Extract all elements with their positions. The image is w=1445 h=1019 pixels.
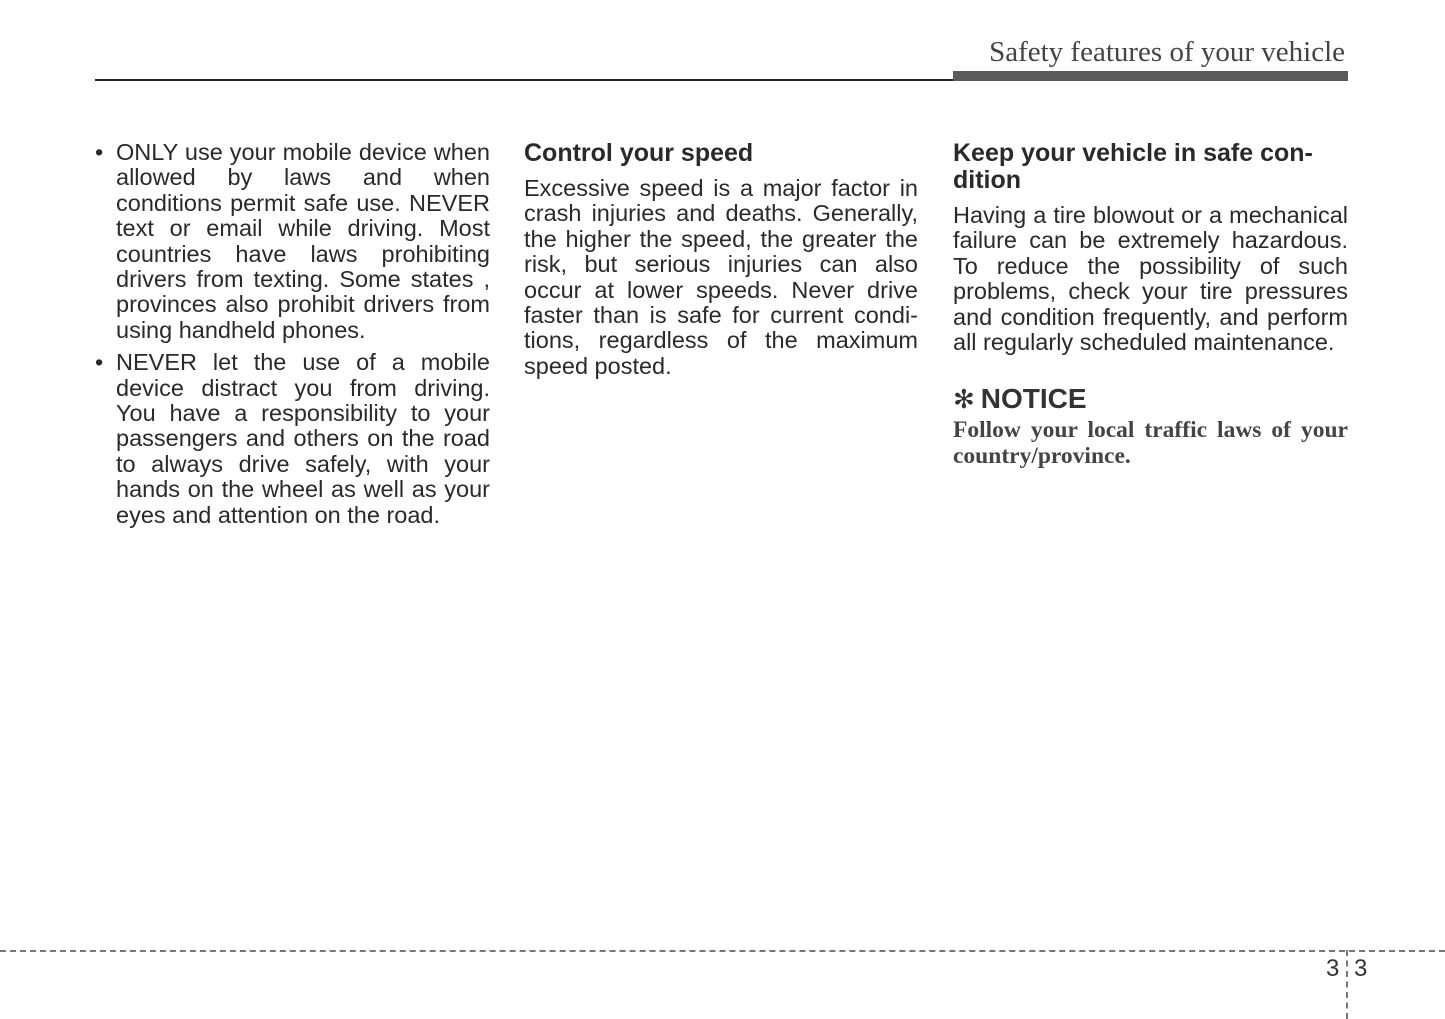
section-heading-control-speed: Control your speed [524, 139, 754, 167]
list-item [95, 140, 490, 343]
notice-label: NOTICE [980, 383, 1087, 415]
column-middle [524, 140, 918, 379]
notice-text: Follow your local traffic laws of your country/province. [953, 417, 1348, 469]
bullet-list [95, 140, 490, 528]
bullet-marker: • [95, 349, 104, 376]
bullet-text: NEVER let the use of a mobile device distract you from driving. You have a responsibility to your passengers and others on the road to always drive safely, with your hands on the wheel as well as your eyes and attention on the road. [116, 349, 490, 528]
notice-heading [953, 384, 1348, 414]
page-number: 3 [1354, 955, 1368, 982]
running-header-title: Safety features of your vehicle [989, 36, 1345, 68]
footer-dashed-divider [1346, 950, 1348, 1019]
column-left [95, 140, 490, 535]
section-heading-safe-condition: Keep your vehicle in safe condition [953, 139, 1313, 194]
header-accent-bar [953, 71, 1348, 81]
asterisk-icon: ✻ [953, 384, 975, 415]
column-right [953, 140, 1348, 469]
bullet-text: ONLY use your mobile device when allowed by laws and when conditions permit safe use. NEVER text or email while driving. Most countries have laws prohibiting drivers from texting. Some states , provinces also prohibit drivers from using handheld phones. [116, 139, 490, 343]
list-item [95, 350, 490, 528]
bullet-marker: • [95, 139, 104, 165]
footer-dashed-rule [0, 950, 1445, 952]
section-body-control-speed: Excessive speed is a major factor in crash injuries and deaths. Generally, the higher the speed, the greater the risk, but serious injuries can also occur at lower speeds. Never drive faster than is safe for current conditions, regardless of the maximum speed posted. [524, 175, 918, 379]
chapter-number: 3 [1326, 955, 1340, 982]
section-body-safe-condition: Having a tire blowout or a mechanical failure can be extremely hazardous. To reduce the possibility of such problems, check your tire pressures and condition frequently, and perform all regularly scheduled maintenance. [953, 202, 1348, 356]
